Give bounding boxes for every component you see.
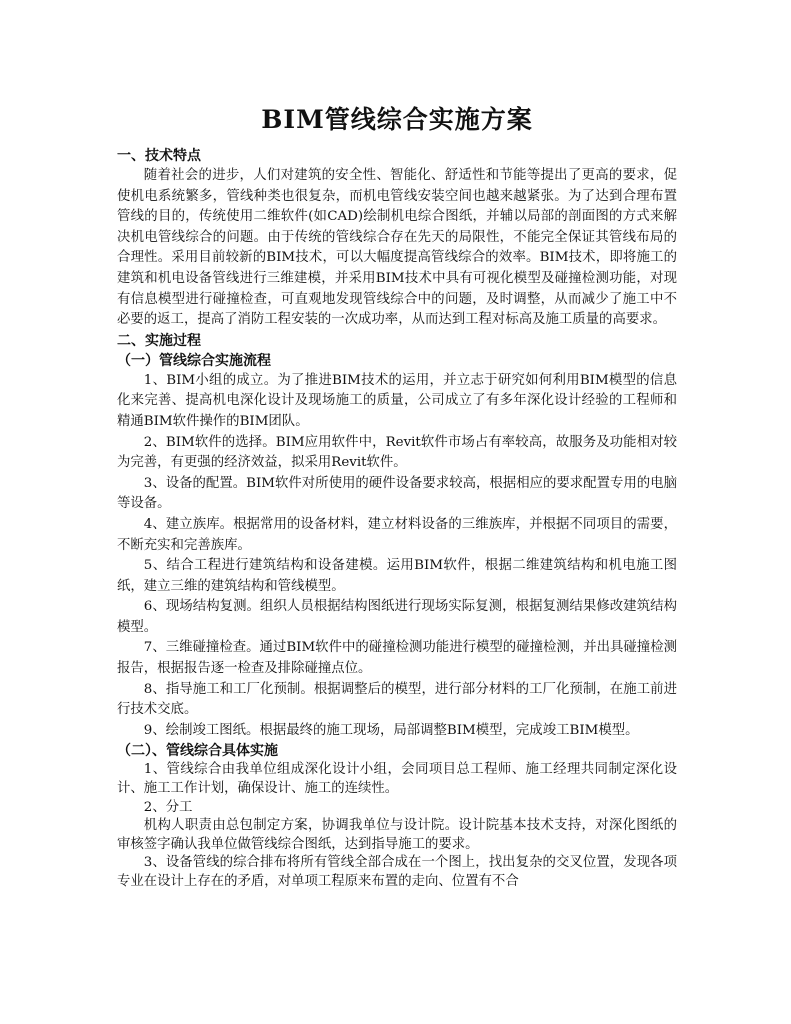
subsection-heading-details: （二）、管线综合具体实施 <box>117 743 278 760</box>
list-item: 8、指导施工和工厂化预制。根据调整后的模型，进行部分材料的工厂化预制，在施工前进行技术交底。 <box>117 681 677 718</box>
list-item: 机构人职责由总包制定方案，协调我单位与设计院。设计院基本技术支持，对深化图纸的审核签字确认我单位做管线综合图纸，达到指导施工的要求。 <box>117 818 677 852</box>
list-item: 1、管线综合由我单位组成深化设计小组，会同项目总工程师、施工经理共同制定深化设计、施工工作计划，确保设计、施工的连续性。 <box>117 762 677 797</box>
subsection-heading-process: （一）管线综合实施流程 <box>117 352 271 369</box>
list-item: 6、现场结构复测。组织人员根据结构图纸进行现场实际复测，根据复测结果修改建筑结构模型。 <box>117 599 677 635</box>
list-item: 3、设备的配置。BIM软件对所使用的硬件设备要求较高，根据相应的要求配置专用的电脑等设备。 <box>117 475 677 512</box>
list-item: 3、设备管线的综合排布将所有管线全部合成在一个图上，找出复杂的交叉位置，发现各项专业在设计上存在的矛盾，对单项工程原来布置的走向、位置有不合 <box>117 855 677 889</box>
list-item: 2、分工 <box>143 799 193 815</box>
list-item: 2、BIM软件的选择。BIM应用软件中，Revit软件市场占有率较高，故服务及功能相对较为完善，有更强的经济效益，拟采用Revit软件。 <box>117 434 677 471</box>
list-item: 1、BIM小组的成立。为了推进BIM技术的运用，并立志于研究如何利用BIM模型的信息化来完善、提高机电深化设计及现场施工的质量，公司成立了有多年深化设计经验的工程师和精通BIM软件操作的BIM团队。 <box>117 372 677 429</box>
list-item: 4、建立族库。根据常用的设备材料，建立材料设备的三维族库，并根据不同项目的需要，不断充实和完善族库。 <box>117 516 677 553</box>
list-item: 7、三维碰撞检查。通过BIM软件中的碰撞检测功能进行模型的碰撞检测，并出具碰撞检测报告，根据报告逐一检查及排除碰撞点位。 <box>117 640 677 677</box>
section-heading-implementation: 二、实施过程 <box>117 332 201 349</box>
paragraph-tech-features: 随着社会的进步，人们对建筑的安全性、智能化、舒适性和节能等提出了更高的要求，促使机电系统繁多，管线种类也很复杂，而机电管线安装空间也越来越紧张。为了达到合理布置管线的目的，传统使用二维软件(如CAD)绘制机电综合图纸，并辅以局部的剖面图的方式来解决机电管线综合的问题。由于传统的管线综合存在先天的局限性，不能完全保证其管线布局的合理性。采用目前较新的BIM技术，可以大幅度提高管线综合的效率。BIM技术，即将施工的建筑和机电设备管线进行三维建模，并采用BIM技术中具有可视化模型及碰撞检测功能，对现有信息模型进行碰撞检查，可直观地发现管线综合中的问题，及时调整，从而减少了施工中不必要的返工，提高了消防工程安装的一次成功率，从而达到工程对标高及施工质量的高要求。 <box>117 168 677 328</box>
document-title: BIM管线综合实施方案 <box>261 105 533 134</box>
list-item: 5、结合工程进行建筑结构和设备建模。运用BIM软件，根据二维建筑结构和机电施工图纸，建立三维的建筑结构和管线模型。 <box>117 558 677 594</box>
section-heading-tech-features: 一、技术特点 <box>117 148 201 164</box>
list-item: 9、绘制竣工图纸。根据最终的施工现场，局部调整BIM模型，完成竣工BIM模型。 <box>143 722 639 738</box>
